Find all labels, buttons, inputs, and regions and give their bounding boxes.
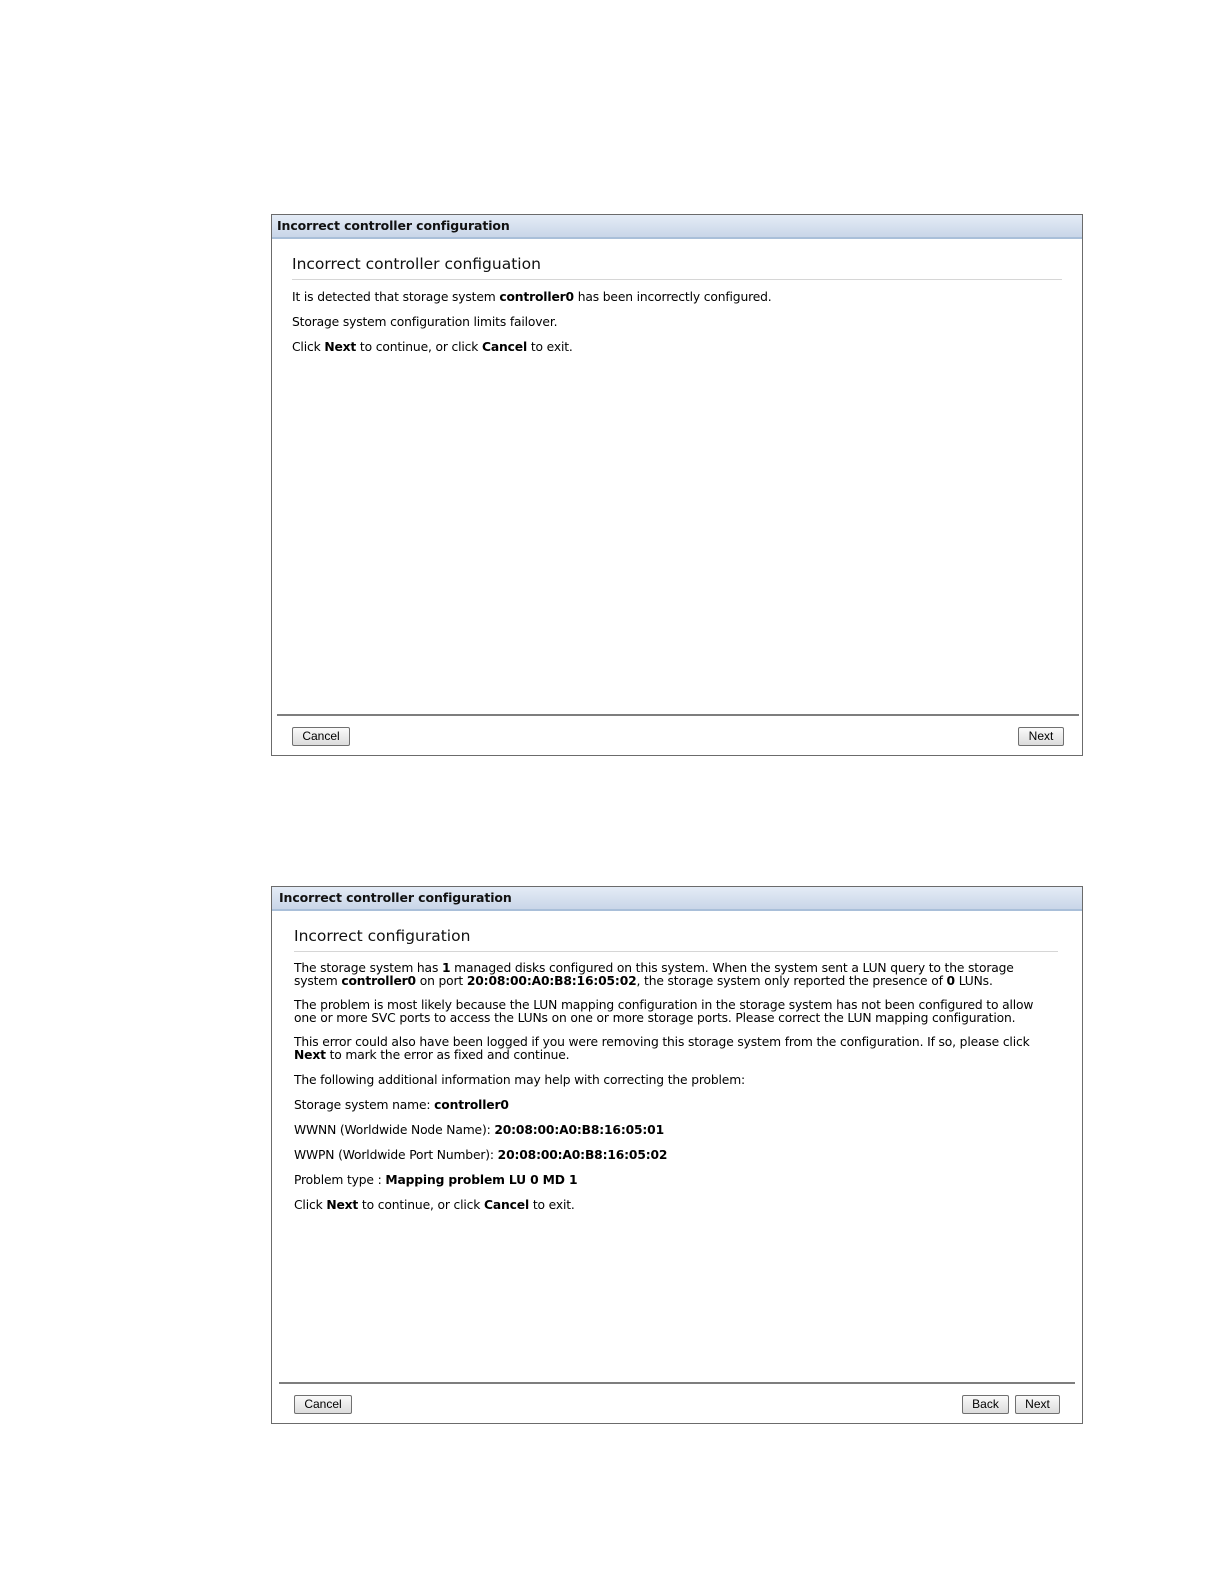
dialog-content [292,255,1062,365]
instruction-message: Click Next to continue, or click Cancel to exit. [294,1198,575,1212]
back-button[interactable]: Back [962,1395,1009,1414]
luns-message: The storage system has 1 managed disks configured on this system. When the system sent a LUN query to the storage system controller0 on port 20:08:00:A0:B8:16:05:02, the storage system only reported the presence of 0 LUNs. [294,961,1014,988]
next-button[interactable]: Next [1015,1395,1060,1414]
additional-info-intro: The following additional information may help with correcting the problem: [294,1073,746,1087]
lun-mapping-message: The problem is most likely because the LUN mapping configuration in the storage system has not been configured to allow one or more SVC ports to access the LUNs on one or more storage ports. Please correct the LUN mapping configuration. [294,998,1034,1025]
cancel-button[interactable]: Cancel [294,1395,352,1414]
removal-message: This error could also have been logged if you were removing this storage system from the configuration. If so, please click Next to mark the error as fixed and continue. [294,1035,1030,1062]
wwnn-info: WWNN (Worldwide Node Name): 20:08:00:A0:B8:16:05:01 [294,1123,664,1137]
failover-message: Storage system configuration limits failover. [292,315,558,329]
footer-divider [277,714,1079,716]
page-heading: Incorrect configuration [294,927,1058,952]
storage-system-name: Storage system name: controller0 [294,1098,509,1112]
page-heading: Incorrect controller configuation [292,255,1062,280]
detected-message: It is detected that storage system controller0 has been incorrectly configured. [292,290,772,304]
incorrect-controller-config-dialog [271,214,1083,756]
cancel-button[interactable]: Cancel [292,727,350,746]
footer-divider [279,1382,1075,1384]
dialog-content [294,927,1058,1223]
problem-type-info: Problem type : Mapping problem LU 0 MD 1 [294,1173,578,1187]
dialog-title: Incorrect controller configuration [272,887,1082,911]
wwpn-info: WWPN (Worldwide Port Number): 20:08:00:A0:B8:16:05:02 [294,1148,668,1162]
next-button[interactable]: Next [1018,727,1064,746]
incorrect-configuration-dialog [271,886,1083,1424]
dialog-title: Incorrect controller configuration [272,215,1082,239]
instruction-message: Click Next to continue, or click Cancel to exit. [292,340,573,354]
